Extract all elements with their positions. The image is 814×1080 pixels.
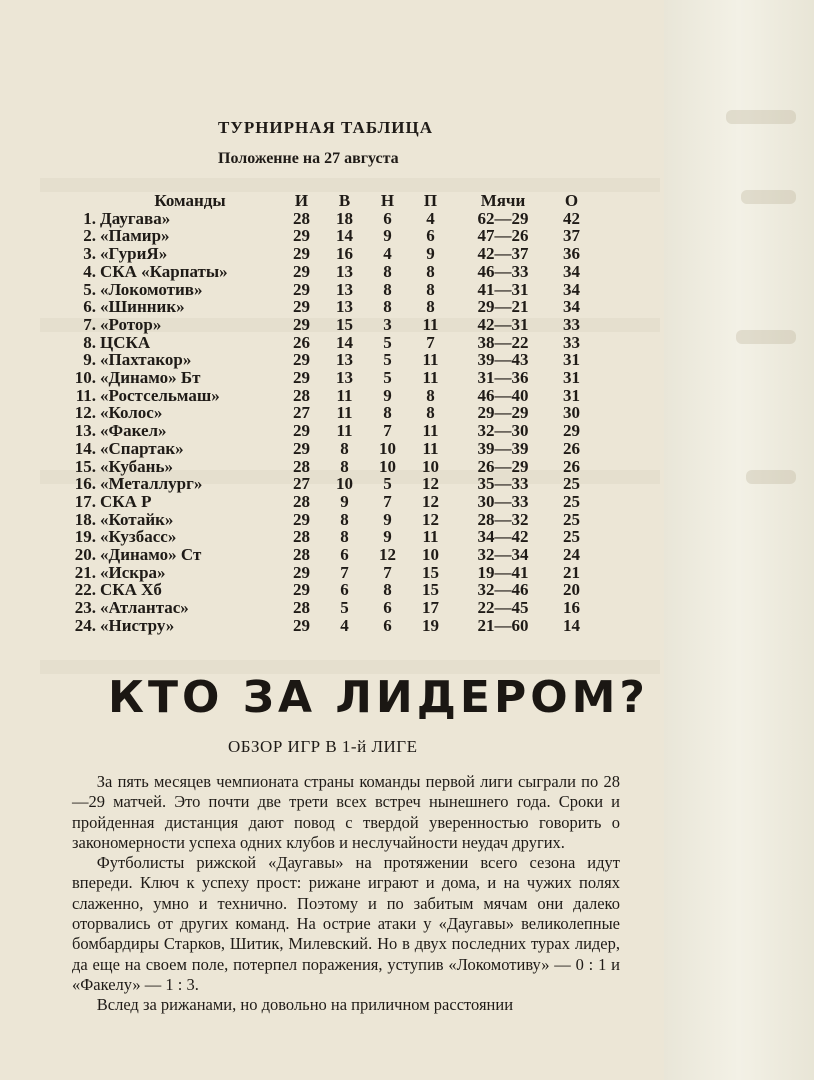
table-row (62, 298, 589, 316)
row-drawn: 8 (383, 297, 392, 317)
row-position: 24. (74, 615, 96, 635)
row-points: 42 (563, 208, 580, 228)
article-headline: КТО ЗА ЛИДЕРОМ? (108, 672, 649, 723)
show-through (40, 178, 660, 192)
row-lost: 12 (422, 509, 439, 529)
bleed-mark (741, 190, 796, 204)
row-lost: 12 (422, 491, 439, 511)
row-position: 19. (74, 527, 96, 547)
table-row (62, 227, 589, 245)
row-lost: 11 (422, 368, 439, 388)
table-row (62, 369, 589, 387)
standings-header-row (62, 192, 589, 210)
row-drawn: 9 (383, 509, 392, 529)
row-position: 16. (74, 474, 96, 494)
table-row (62, 581, 589, 599)
article-subheading: ОБЗОР ИГР В 1-й ЛИГЕ (228, 737, 418, 756)
header-played: И (294, 191, 309, 210)
row-goals: 35—33 (477, 474, 529, 494)
table-row (62, 440, 589, 458)
row-lost: 8 (426, 403, 435, 423)
row-position: 15. (74, 456, 96, 476)
row-position: 7. (83, 314, 96, 334)
row-lost: 11 (422, 314, 439, 334)
row-drawn: 7 (383, 491, 392, 511)
table-row (62, 263, 589, 281)
row-played: 29 (293, 244, 310, 264)
row-goals: 41—31 (477, 279, 529, 299)
row-points: 29 (563, 421, 580, 441)
row-points: 37 (563, 226, 580, 246)
row-drawn: 6 (383, 615, 392, 635)
row-points: 16 (563, 598, 580, 618)
article-body (72, 772, 620, 1016)
row-goals: 29—21 (477, 297, 529, 317)
row-lost: 15 (422, 562, 439, 582)
row-position: 6. (83, 297, 96, 317)
row-played: 28 (293, 456, 310, 476)
row-position: 10. (74, 368, 96, 388)
row-team: Даугава» (100, 208, 171, 228)
row-team: СКА Р (100, 491, 152, 511)
row-team: «Факел» (100, 421, 167, 441)
row-points: 36 (563, 244, 580, 264)
row-team: «Шинник» (100, 297, 185, 317)
row-drawn: 9 (383, 226, 392, 246)
row-won: 6 (340, 545, 349, 565)
table-row (62, 528, 589, 546)
article-paragraph: Вслед за рижанами, но довольно на приличном расстоянии (96, 995, 514, 1015)
table-row (62, 422, 589, 440)
row-won: 6 (340, 580, 349, 600)
row-points: 21 (563, 562, 580, 582)
row-played: 29 (293, 421, 310, 441)
row-team: «Колос» (100, 403, 163, 423)
row-lost: 15 (422, 580, 439, 600)
row-won: 8 (340, 527, 349, 547)
row-goals: 22—45 (477, 598, 529, 618)
row-goals: 26—29 (477, 456, 529, 476)
row-won: 14 (336, 226, 353, 246)
table-row (62, 387, 589, 405)
table-row (62, 404, 589, 422)
row-played: 26 (293, 332, 310, 352)
row-won: 13 (336, 297, 353, 317)
row-points: 26 (563, 456, 580, 476)
row-played: 29 (293, 562, 310, 582)
table-row (62, 281, 589, 299)
row-played: 28 (293, 545, 310, 565)
row-drawn: 8 (383, 403, 392, 423)
row-won: 14 (336, 332, 353, 352)
row-played: 27 (293, 403, 310, 423)
row-team: «Спартак» (100, 438, 184, 458)
row-lost: 9 (426, 244, 435, 264)
row-points: 34 (563, 297, 580, 317)
table-row (62, 475, 589, 493)
row-goals: 47—26 (477, 226, 529, 246)
row-lost: 11 (422, 421, 439, 441)
table-row (62, 599, 589, 617)
row-lost: 19 (422, 615, 439, 635)
row-drawn: 5 (383, 350, 392, 370)
row-won: 4 (340, 615, 349, 635)
table-row (62, 334, 589, 352)
header-won: В (338, 191, 351, 210)
row-drawn: 8 (383, 279, 392, 299)
row-points: 25 (563, 527, 580, 547)
row-lost: 11 (422, 527, 439, 547)
row-goals: 62—29 (477, 208, 529, 228)
row-points: 25 (563, 474, 580, 494)
row-points: 34 (563, 261, 580, 281)
table-row (62, 210, 589, 228)
article-paragraph: За пять месяцев чемпионата страны команды первой лиги сыграли по 28—29 матчей. Это почти две трети всех встреч нынешнего года. Сроки и пройденная дистанция дают повод с твердой уверенностью говорить о закономерности успеха одних клубов и неслучайности неудач других. (72, 772, 620, 852)
row-team: «Ротор» (100, 314, 162, 334)
header-team: Команды (154, 191, 226, 210)
row-drawn: 5 (383, 332, 392, 352)
row-won: 11 (336, 403, 353, 423)
row-team: «Ростсельмаш» (100, 385, 220, 405)
row-position: 21. (74, 562, 96, 582)
row-won: 8 (340, 509, 349, 529)
row-points: 20 (563, 580, 580, 600)
row-drawn: 5 (383, 474, 392, 494)
header-drawn: Н (380, 191, 395, 210)
row-drawn: 7 (383, 562, 392, 582)
header-lost: П (423, 191, 438, 210)
row-played: 28 (293, 385, 310, 405)
article-paragraph: Футболисты рижской «Даугавы» на протяжении всего сезона идут впереди. Ключ к успеху прост: рижане играют и дома, и на чужих полях слаженно, умно и технично. Поэтому и по забитым мячам они далеко оторвались от других команд. На острие атаки у «Даугавы» великолепные бомбардиры Старков, Шитик, Милевский. Но в двух последних турах лидер, да еще на своем поле, потерпел поражения, уступив «Локомотиву» — 0 : 1 и «Факелу» — 1 : 3. (72, 853, 620, 994)
row-team: «Кубань» (100, 456, 173, 476)
row-team: «Котайк» (100, 509, 174, 529)
row-played: 29 (293, 279, 310, 299)
row-points: 30 (563, 403, 580, 423)
page-edge-strip (664, 0, 814, 1080)
row-played: 29 (293, 226, 310, 246)
row-goals: 39—39 (477, 438, 529, 458)
row-points: 26 (563, 438, 580, 458)
row-goals: 32—30 (477, 421, 529, 441)
row-points: 31 (563, 350, 580, 370)
row-played: 29 (293, 314, 310, 334)
row-played: 29 (293, 438, 310, 458)
row-won: 8 (340, 438, 349, 458)
table-row (62, 617, 589, 635)
row-drawn: 4 (383, 244, 392, 264)
row-position: 17. (74, 491, 96, 511)
row-won: 11 (336, 385, 353, 405)
row-points: 31 (563, 368, 580, 388)
row-team: «Атлантас» (100, 598, 189, 618)
row-lost: 10 (422, 545, 439, 565)
row-position: 20. (74, 545, 96, 565)
row-played: 28 (293, 527, 310, 547)
row-position: 23. (74, 598, 96, 618)
row-drawn: 6 (383, 208, 392, 228)
table-row (62, 458, 589, 476)
table-row (62, 245, 589, 263)
row-won: 13 (336, 350, 353, 370)
row-won: 13 (336, 279, 353, 299)
row-played: 29 (293, 580, 310, 600)
row-won: 5 (340, 598, 349, 618)
row-position: 14. (74, 438, 96, 458)
row-position: 4. (83, 261, 96, 281)
row-won: 18 (336, 208, 353, 228)
row-goals: 42—31 (477, 314, 529, 334)
row-won: 13 (336, 368, 353, 388)
row-drawn: 7 (383, 421, 392, 441)
row-team: «Пахтакор» (100, 350, 192, 370)
row-lost: 8 (426, 261, 435, 281)
row-goals: 39—43 (477, 350, 529, 370)
row-won: 7 (340, 562, 349, 582)
row-lost: 11 (422, 350, 439, 370)
table-row (62, 493, 589, 511)
row-lost: 6 (426, 226, 435, 246)
row-position: 1. (83, 208, 96, 228)
row-lost: 10 (422, 456, 439, 476)
row-team: СКА «Карпаты» (100, 261, 228, 281)
row-lost: 11 (422, 438, 439, 458)
row-won: 8 (340, 456, 349, 476)
table-row (62, 351, 589, 369)
row-won: 13 (336, 261, 353, 281)
row-played: 29 (293, 297, 310, 317)
row-team: СКА Хб (100, 580, 162, 600)
row-won: 10 (336, 474, 353, 494)
row-position: 12. (74, 403, 96, 423)
row-team: «Динамо» Ст (100, 545, 202, 565)
row-won: 11 (336, 421, 353, 441)
row-played: 28 (293, 598, 310, 618)
row-points: 14 (563, 615, 580, 635)
row-drawn: 3 (383, 314, 392, 334)
row-drawn: 9 (383, 385, 392, 405)
row-goals: 42—37 (477, 244, 529, 264)
row-played: 28 (293, 491, 310, 511)
row-goals: 32—46 (477, 580, 529, 600)
row-goals: 46—33 (477, 261, 529, 281)
row-goals: 28—32 (477, 509, 529, 529)
row-position: 11. (75, 385, 96, 405)
row-lost: 12 (422, 474, 439, 494)
row-points: 33 (563, 332, 580, 352)
row-points: 24 (563, 545, 580, 565)
row-drawn: 12 (379, 545, 396, 565)
row-lost: 8 (426, 279, 435, 299)
row-won: 9 (340, 491, 349, 511)
row-lost: 17 (422, 598, 439, 618)
row-position: 18. (74, 509, 96, 529)
bleed-mark (746, 470, 796, 484)
row-goals: 31—36 (477, 368, 529, 388)
row-team: «Кузбасс» (100, 527, 177, 547)
bleed-mark (726, 110, 796, 124)
row-played: 29 (293, 368, 310, 388)
row-points: 25 (563, 491, 580, 511)
row-drawn: 6 (383, 598, 392, 618)
bleed-mark (736, 330, 796, 344)
row-goals: 19—41 (477, 562, 529, 582)
row-goals: 29—29 (477, 403, 529, 423)
row-won: 15 (336, 314, 353, 334)
table-row (62, 564, 589, 582)
table-row (62, 511, 589, 529)
row-goals: 30—33 (477, 491, 529, 511)
row-position: 5. (83, 279, 96, 299)
row-played: 28 (293, 208, 310, 228)
row-team: «Металлург» (100, 474, 203, 494)
row-won: 16 (336, 244, 353, 264)
row-drawn: 8 (383, 580, 392, 600)
row-points: 31 (563, 385, 580, 405)
row-drawn: 5 (383, 368, 392, 388)
row-played: 29 (293, 509, 310, 529)
row-points: 33 (563, 314, 580, 334)
row-played: 29 (293, 261, 310, 281)
row-goals: 32—34 (477, 545, 529, 565)
table-title: ТУРНИРНАЯ ТАБЛИЦА (218, 118, 434, 137)
row-position: 8. (83, 332, 96, 352)
row-goals: 21—60 (477, 615, 529, 635)
row-drawn: 10 (379, 456, 396, 476)
row-goals: 46—40 (477, 385, 529, 405)
standings-table (62, 192, 589, 635)
row-lost: 4 (426, 208, 435, 228)
header-points: О (564, 191, 579, 210)
row-team: «Локомотив» (100, 279, 203, 299)
row-points: 34 (563, 279, 580, 299)
row-team: «Памир» (100, 226, 170, 246)
row-team: «Нистру» (100, 615, 175, 635)
row-position: 9. (83, 350, 96, 370)
row-team: «Динамо» Бт (100, 368, 201, 388)
row-team: «Искра» (100, 562, 166, 582)
table-subtitle: Положенне на 27 августа (218, 150, 399, 167)
row-drawn: 9 (383, 527, 392, 547)
table-row (62, 316, 589, 334)
row-goals: 38—22 (477, 332, 529, 352)
row-lost: 8 (426, 385, 435, 405)
row-position: 13. (74, 421, 96, 441)
row-team: ЦСКА (100, 332, 151, 352)
standings-body (62, 210, 589, 635)
row-drawn: 10 (379, 438, 396, 458)
row-lost: 7 (426, 332, 435, 352)
row-played: 29 (293, 615, 310, 635)
row-drawn: 8 (383, 261, 392, 281)
row-position: 22. (74, 580, 96, 600)
header-goals: Мячи (480, 191, 526, 210)
row-played: 29 (293, 350, 310, 370)
row-team: «ГуриЯ» (100, 244, 168, 264)
row-played: 27 (293, 474, 310, 494)
row-goals: 34—42 (477, 527, 529, 547)
row-position: 2. (83, 226, 96, 246)
table-row (62, 546, 589, 564)
row-lost: 8 (426, 297, 435, 317)
row-position: 3. (83, 244, 96, 264)
row-points: 25 (563, 509, 580, 529)
